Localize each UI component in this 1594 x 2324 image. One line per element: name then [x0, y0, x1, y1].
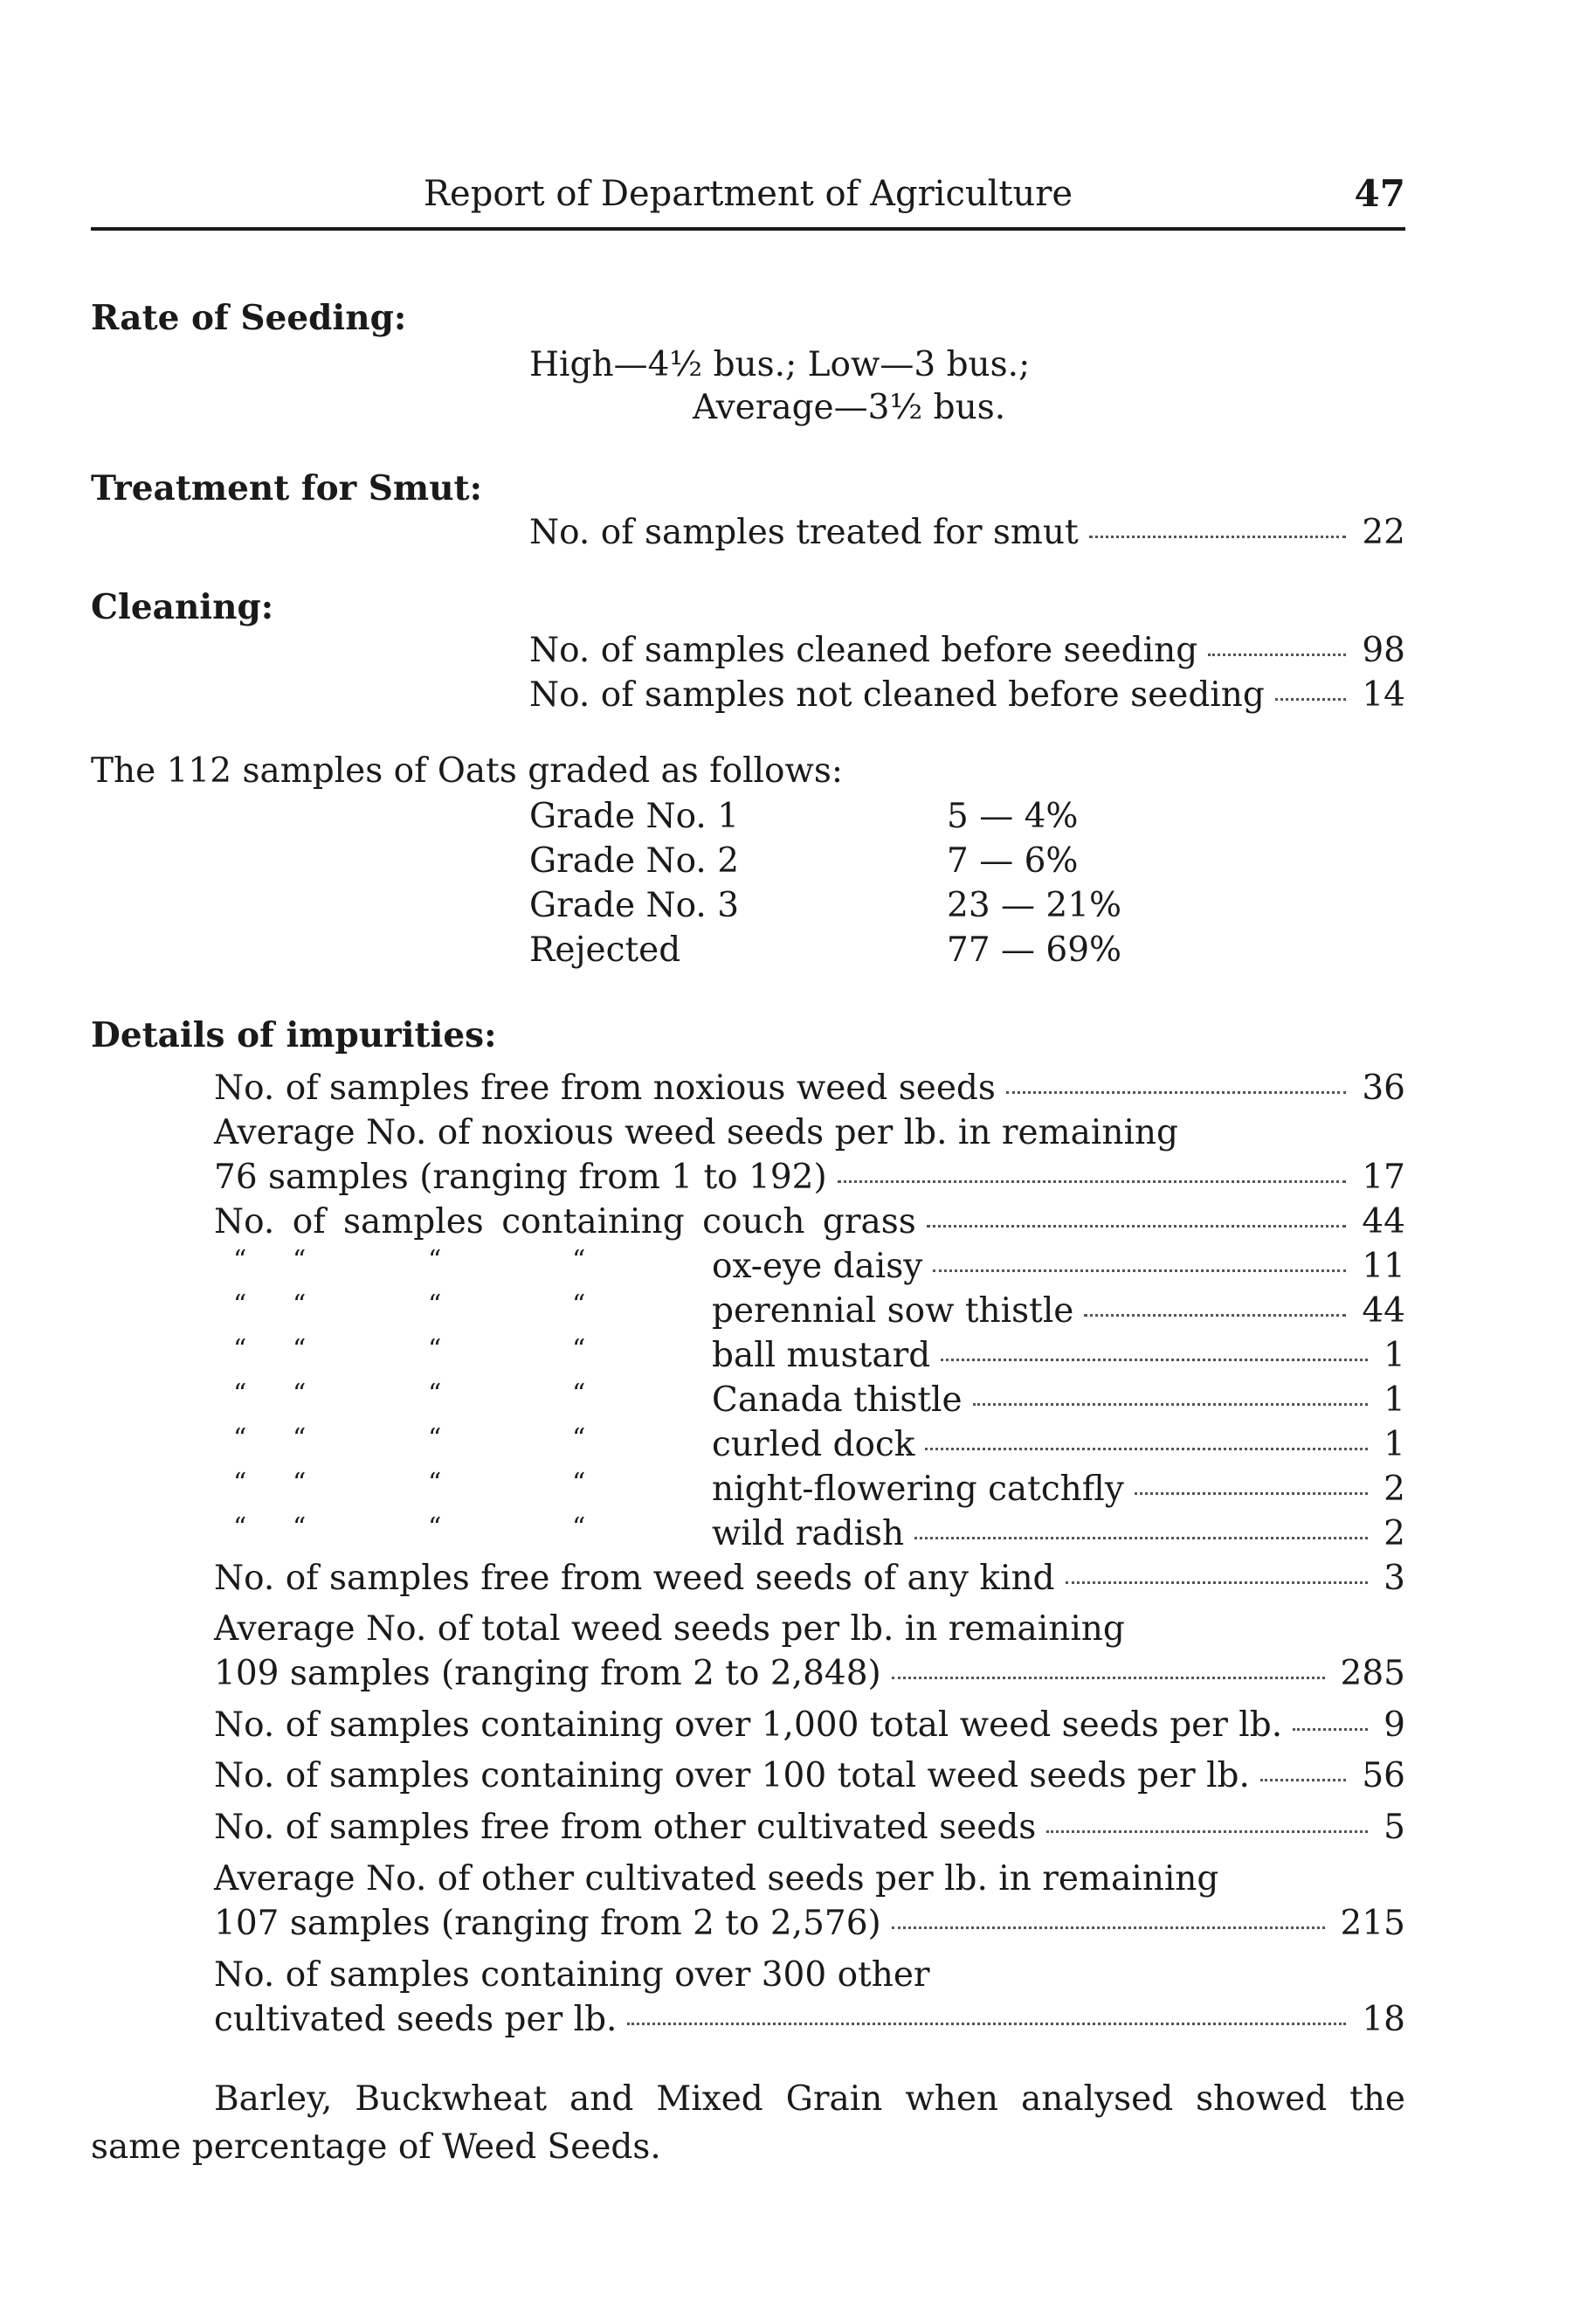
impurity-value: 5 — [1384, 1808, 1405, 1847]
weed-entry — [712, 1425, 1405, 1464]
ditto-mark: “ — [293, 1379, 307, 1409]
dot-leader — [927, 1225, 1347, 1228]
weed-entry — [712, 1291, 1405, 1331]
dot-leader — [933, 1269, 1346, 1272]
impurity-row — [214, 1904, 1405, 1943]
impurity-label: 107 samples (ranging from 2 to 2,576) — [214, 1904, 881, 1943]
cleaning-value: 14 — [1362, 675, 1405, 715]
ditto-mark: “ — [572, 1290, 586, 1320]
weed-entry — [712, 1380, 1405, 1420]
impurity-label: No. of samples free from other cultivated seeds — [214, 1808, 1037, 1847]
impurities-heading: Details of impurities: — [91, 1015, 497, 1055]
grade-value: 77 — 69% — [947, 930, 1122, 970]
ditto-mark: “ — [233, 1512, 247, 1543]
weed-value: 2 — [1384, 1514, 1405, 1553]
ditto-mark: “ — [428, 1245, 442, 1276]
cleaning-row — [529, 675, 1405, 715]
ditto-mark: “ — [572, 1468, 586, 1498]
rate-of-seeding-line2: Average—3½ bus. — [693, 388, 1006, 427]
dot-leader — [1293, 1728, 1368, 1731]
impurity-label: No. of samples free from weed seeds of any kind — [214, 1559, 1055, 1598]
weed-label: curled dock — [712, 1425, 915, 1464]
weed-value: 1 — [1384, 1380, 1405, 1420]
impurity-value: 44 — [1362, 1202, 1405, 1242]
impurity-label: No. of samples containing over 1,000 total weed seeds per lb. — [214, 1705, 1283, 1745]
ditto-mark: “ — [293, 1423, 307, 1454]
impurity-value: 56 — [1362, 1756, 1405, 1795]
impurity-value: 18 — [1362, 2000, 1405, 2039]
dot-leader — [1208, 654, 1346, 656]
ditto-mark: “ — [428, 1290, 442, 1320]
dot-leader — [1046, 1830, 1368, 1833]
ditto-mark: “ — [233, 1290, 247, 1320]
ditto-mark: “ — [428, 1379, 442, 1409]
cleaning-label: No. of samples not cleaned before seeding — [529, 675, 1265, 715]
impurity-row — [214, 1756, 1405, 1795]
impurity-label: 109 samples (ranging from 2 to 2,848) — [214, 1654, 881, 1693]
ditto-mark: “ — [233, 1423, 247, 1454]
impurity-row — [214, 1158, 1405, 1197]
impurity-value: 36 — [1362, 1069, 1405, 1108]
impurity-row — [214, 1808, 1405, 1847]
weed-label: ball mustard — [712, 1336, 931, 1375]
rate-of-seeding-line1: High—4½ bus.; Low—3 bus.; — [529, 345, 1031, 384]
weed-label: night-flowering catchfly — [712, 1470, 1124, 1509]
ditto-mark: “ — [572, 1423, 586, 1454]
impurity-label: No. of samples containing couch grass — [214, 1202, 916, 1242]
dot-leader — [973, 1403, 1369, 1406]
dot-leader — [1089, 536, 1347, 538]
smut-value: 22 — [1362, 513, 1405, 552]
weed-row — [214, 1512, 1405, 1553]
weed-label: wild radish — [712, 1514, 905, 1553]
grade-label: Rejected — [529, 930, 681, 970]
dot-leader — [1084, 1314, 1346, 1317]
grade-row — [529, 930, 1122, 970]
weed-row — [214, 1468, 1405, 1509]
dot-leader — [941, 1359, 1368, 1361]
smut-row — [529, 515, 1405, 550]
rate-of-seeding-heading: Rate of Seeding: — [91, 298, 407, 338]
ditto-mark: “ — [428, 1512, 442, 1543]
ditto-mark: “ — [428, 1468, 442, 1498]
dot-leader — [914, 1537, 1368, 1539]
impurity-text: Average No. of total weed seeds per lb. in remaining — [214, 1609, 1125, 1649]
dot-leader — [838, 1180, 1347, 1183]
grade-label: Grade No. 2 — [529, 841, 740, 881]
ditto-mark: “ — [428, 1334, 442, 1365]
smut-heading: Treatment for Smut: — [91, 468, 482, 508]
ditto-mark: “ — [293, 1468, 307, 1498]
weed-label: ox-eye daisy — [712, 1247, 923, 1286]
weed-entry — [712, 1338, 1405, 1373]
cleaning-label: No. of samples cleaned before seeding — [529, 631, 1198, 670]
grade-row — [529, 797, 1079, 836]
header-rule — [91, 227, 1405, 231]
impurity-value: 285 — [1340, 1654, 1405, 1693]
ditto-mark: “ — [293, 1290, 307, 1320]
grade-label: Grade No. 3 — [529, 886, 740, 925]
weed-row — [214, 1334, 1405, 1375]
impurity-label: No. of samples containing over 100 total weed seeds per lb. — [214, 1756, 1250, 1795]
header-title: Report of Department of Agriculture — [423, 174, 1073, 214]
ditto-mark: “ — [572, 1379, 586, 1409]
grade-value: 23 — 21% — [947, 886, 1122, 925]
ditto-mark: “ — [572, 1334, 586, 1365]
ditto-mark: “ — [233, 1334, 247, 1365]
dot-leader — [1260, 1779, 1346, 1781]
weed-row — [214, 1379, 1405, 1420]
weed-label: perennial sow thistle — [712, 1291, 1074, 1331]
cleaning-row — [529, 631, 1405, 670]
page-number: 47 — [1354, 172, 1405, 215]
dot-leader — [925, 1448, 1368, 1450]
weed-value: 1 — [1384, 1336, 1405, 1375]
impurity-text: Average No. of other cultivated seeds per lb. in remaining — [214, 1859, 1219, 1899]
cleaning-heading: Cleaning: — [91, 587, 274, 627]
running-header — [91, 170, 1405, 223]
impurity-row — [214, 1202, 1405, 1242]
impurity-row — [214, 1559, 1405, 1598]
weed-entry — [712, 1514, 1405, 1553]
weed-entry — [712, 1470, 1405, 1509]
impurity-row — [214, 1654, 1405, 1693]
impurity-row — [214, 1069, 1405, 1108]
grades-intro: The 112 samples of Oats graded as follows: — [91, 751, 844, 791]
dot-leader — [1275, 698, 1347, 701]
impurity-row — [214, 2002, 1405, 2037]
dot-leader — [1006, 1091, 1346, 1094]
impurity-label: No. of samples free from noxious weed seeds — [214, 1069, 996, 1108]
grade-value: 7 — 6% — [947, 841, 1079, 881]
impurity-row — [214, 1705, 1405, 1745]
ditto-mark: “ — [233, 1245, 247, 1276]
weed-row — [214, 1290, 1405, 1331]
ditto-mark: “ — [572, 1245, 586, 1276]
dot-leader — [1066, 1581, 1369, 1584]
weed-row — [214, 1423, 1405, 1464]
weed-entry — [712, 1247, 1405, 1286]
dot-leader — [1135, 1492, 1368, 1495]
impurity-label: cultivated seeds per lb. — [214, 2000, 618, 2039]
weed-value: 2 — [1384, 1470, 1405, 1509]
grade-value: 5 — 4% — [947, 797, 1079, 836]
grade-row — [529, 886, 1122, 925]
closing-paragraph: Barley, Buckwheat and Mixed Grain when analysed showed the same percentage of Weed Seeds. — [91, 2079, 1405, 2167]
weed-label: Canada thistle — [712, 1380, 963, 1420]
grade-row — [529, 841, 1079, 881]
smut-label: No. of samples treated for smut — [529, 513, 1079, 552]
weed-value: 44 — [1362, 1291, 1405, 1331]
impurity-value: 3 — [1384, 1559, 1405, 1598]
dot-leader — [627, 2023, 1346, 2025]
ditto-mark: “ — [293, 1245, 307, 1276]
weed-row — [214, 1245, 1405, 1286]
ditto-mark: “ — [428, 1423, 442, 1454]
grade-label: Grade No. 1 — [529, 797, 740, 836]
ditto-mark: “ — [293, 1334, 307, 1365]
weed-value: 11 — [1362, 1247, 1405, 1286]
weed-value: 1 — [1384, 1425, 1405, 1464]
ditto-mark: “ — [233, 1379, 247, 1409]
impurity-value: 17 — [1362, 1158, 1405, 1197]
dot-leader — [892, 1677, 1325, 1679]
impurity-value: 215 — [1340, 1904, 1405, 1943]
impurity-label: 76 samples (ranging from 1 to 192) — [214, 1158, 827, 1197]
cleaning-value: 98 — [1362, 631, 1405, 670]
impurity-value: 9 — [1384, 1705, 1405, 1745]
ditto-mark: “ — [572, 1512, 586, 1543]
dot-leader — [892, 1926, 1325, 1929]
impurity-text: No. of samples containing over 300 other — [214, 1955, 930, 1995]
ditto-mark: “ — [293, 1512, 307, 1543]
ditto-mark: “ — [233, 1468, 247, 1498]
impurity-text: Average No. of noxious weed seeds per lb. in remaining — [214, 1113, 1178, 1152]
